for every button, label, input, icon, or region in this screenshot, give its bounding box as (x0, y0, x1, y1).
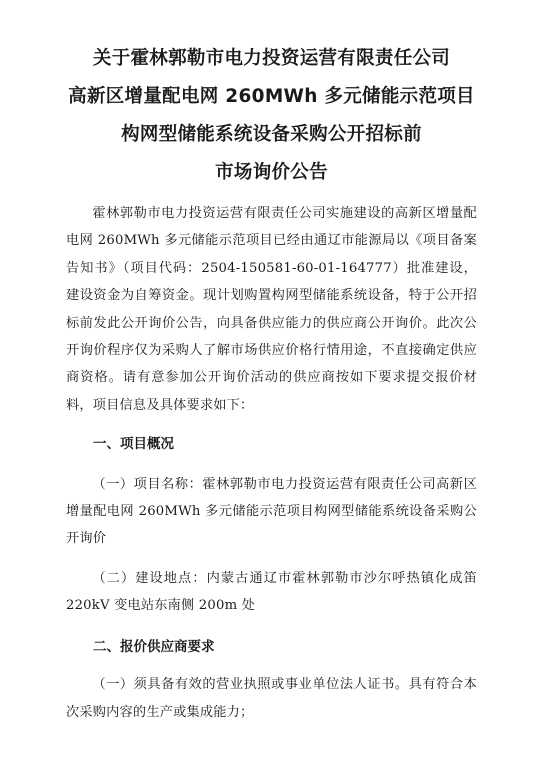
intro-paragraph: 霍林郭勒市电力投资运营有限责任公司实施建设的高新区增量配电网 260MWh 多元储能示范项目已经由通辽市能源局以《项目备案告知书》（项目代码：2504-150581-60-01-164777）批准建设，建设资金为自筹资金。现计划购置构网型储能系统设备，特于公开招标前发此公开询价公告，向具备供应能力的供应商公开询价。此次公开询价程序仅为采购人了解市场供应价格行情用途，不直接确定供应商资格。请有意参加公开询价活动的供应商按如下要求提交报价材料，项目信息及具体要求如下： (66, 206, 477, 413)
title-line-3: 构网型储能系统设备采购公开招标前 (121, 124, 422, 145)
title-line-2: 高新区增量配电网 260MWh 多元储能示范项目 (68, 86, 475, 107)
project-name-paragraph: （一）项目名称：霍林郭勒市电力投资运营有限责任公司高新区增量配电网 260MWh 多元储能示范项目构网型储能系统设备采购公开询价 (66, 476, 477, 547)
title-line-1: 关于霍林郭勒市电力投资运营有限责任公司 (92, 48, 451, 69)
section-heading-project-overview: 一、项目概况 (93, 436, 174, 453)
document-title (66, 40, 477, 192)
section-heading-supplier-requirements: 二、报价供应商要求 (93, 638, 215, 655)
title-line-4: 市场询价公告 (215, 162, 328, 183)
supplier-requirement-paragraph: （一）须具备有效的营业执照或事业单位法人证书。具有符合本次采购内容的生产或集成能力； (66, 677, 477, 720)
construction-site-paragraph: （二）建设地点：内蒙古通辽市霍林郭勒市沙尔呼热镇化成笛 220kV 变电站东南侧 200m 处 (66, 570, 477, 614)
